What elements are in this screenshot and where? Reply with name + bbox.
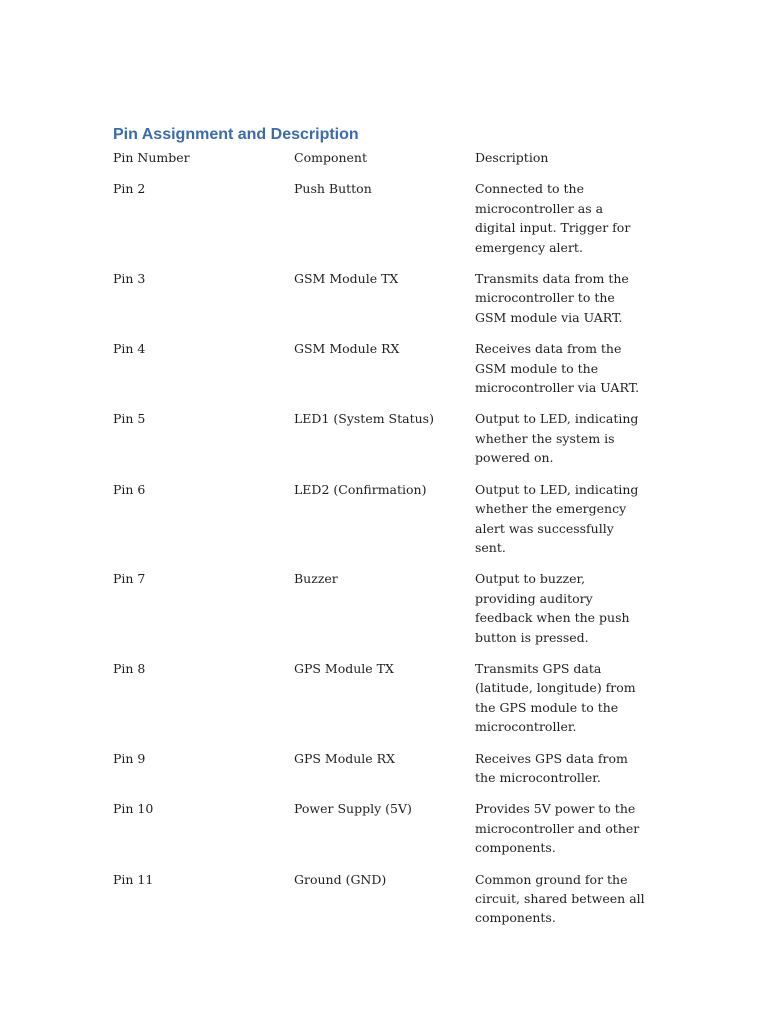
component-cell: GSM Module RX bbox=[294, 341, 400, 357]
pin-number-cell: Pin 8 bbox=[113, 660, 146, 676]
component-cell: LED1 (System Status) bbox=[294, 411, 434, 427]
column-header-component: Component bbox=[294, 150, 367, 165]
description-cell: Receives GPS data from the microcontroller. bbox=[475, 750, 628, 785]
pin-number-cell: Pin 2 bbox=[113, 181, 146, 197]
component-cell: Ground (GND) bbox=[294, 871, 387, 887]
column-header-description: Description bbox=[475, 150, 549, 165]
description-cell: Transmits data from the microcontroller to the GSM module via UART. bbox=[475, 271, 629, 325]
component-cell: GPS Module RX bbox=[294, 750, 395, 766]
pin-number-cell: Pin 6 bbox=[113, 481, 146, 497]
pin-table bbox=[113, 148, 653, 940]
table-row bbox=[113, 749, 653, 788]
table-row bbox=[113, 269, 653, 327]
component-cell: GPS Module TX bbox=[294, 660, 394, 676]
pin-number-cell: Pin 9 bbox=[113, 750, 146, 766]
table-row bbox=[113, 179, 653, 257]
pin-number-cell: Pin 5 bbox=[113, 411, 146, 427]
table-header-row bbox=[113, 148, 653, 167]
table-row bbox=[113, 480, 653, 558]
component-cell: LED2 (Confirmation) bbox=[294, 481, 427, 497]
pin-number-cell: Pin 7 bbox=[113, 571, 146, 587]
component-cell: GSM Module TX bbox=[294, 271, 399, 287]
component-cell: Push Button bbox=[294, 181, 372, 197]
description-cell: Common ground for the circuit, shared between all components. bbox=[475, 871, 645, 926]
pin-number-cell: Pin 10 bbox=[113, 801, 154, 817]
description-cell: Provides 5V power to the microcontroller and other components. bbox=[475, 801, 640, 856]
description-cell: Transmits GPS data (latitude, longitude) from the GPS module to the microcontroller. bbox=[475, 660, 636, 735]
description-cell: Output to buzzer, providing auditory feedback when the push button is pressed. bbox=[475, 571, 630, 645]
table-row bbox=[113, 870, 653, 928]
pin-number-cell: Pin 11 bbox=[113, 871, 154, 887]
column-header-pin-number: Pin Number bbox=[113, 150, 190, 165]
description-cell: Output to LED, indicating whether the system is powered on. bbox=[475, 411, 639, 466]
table-row bbox=[113, 339, 653, 397]
pin-number-cell: Pin 4 bbox=[113, 341, 146, 357]
page-title: Pin Assignment and Description bbox=[113, 126, 359, 143]
table-row bbox=[113, 409, 653, 467]
pin-number-cell: Pin 3 bbox=[113, 271, 146, 287]
table-row bbox=[113, 569, 653, 647]
component-cell: Buzzer bbox=[294, 571, 338, 587]
component-cell: Power Supply (5V) bbox=[294, 801, 412, 817]
description-cell: Receives data from the GSM module to the microcontroller via UART. bbox=[475, 341, 640, 396]
table-row bbox=[113, 659, 653, 737]
table-row bbox=[113, 799, 653, 857]
description-cell: Output to LED, indicating whether the emergency alert was successfully sent. bbox=[475, 481, 639, 555]
description-cell: Connected to the microcontroller as a digital input. Trigger for emergency alert. bbox=[475, 181, 631, 255]
